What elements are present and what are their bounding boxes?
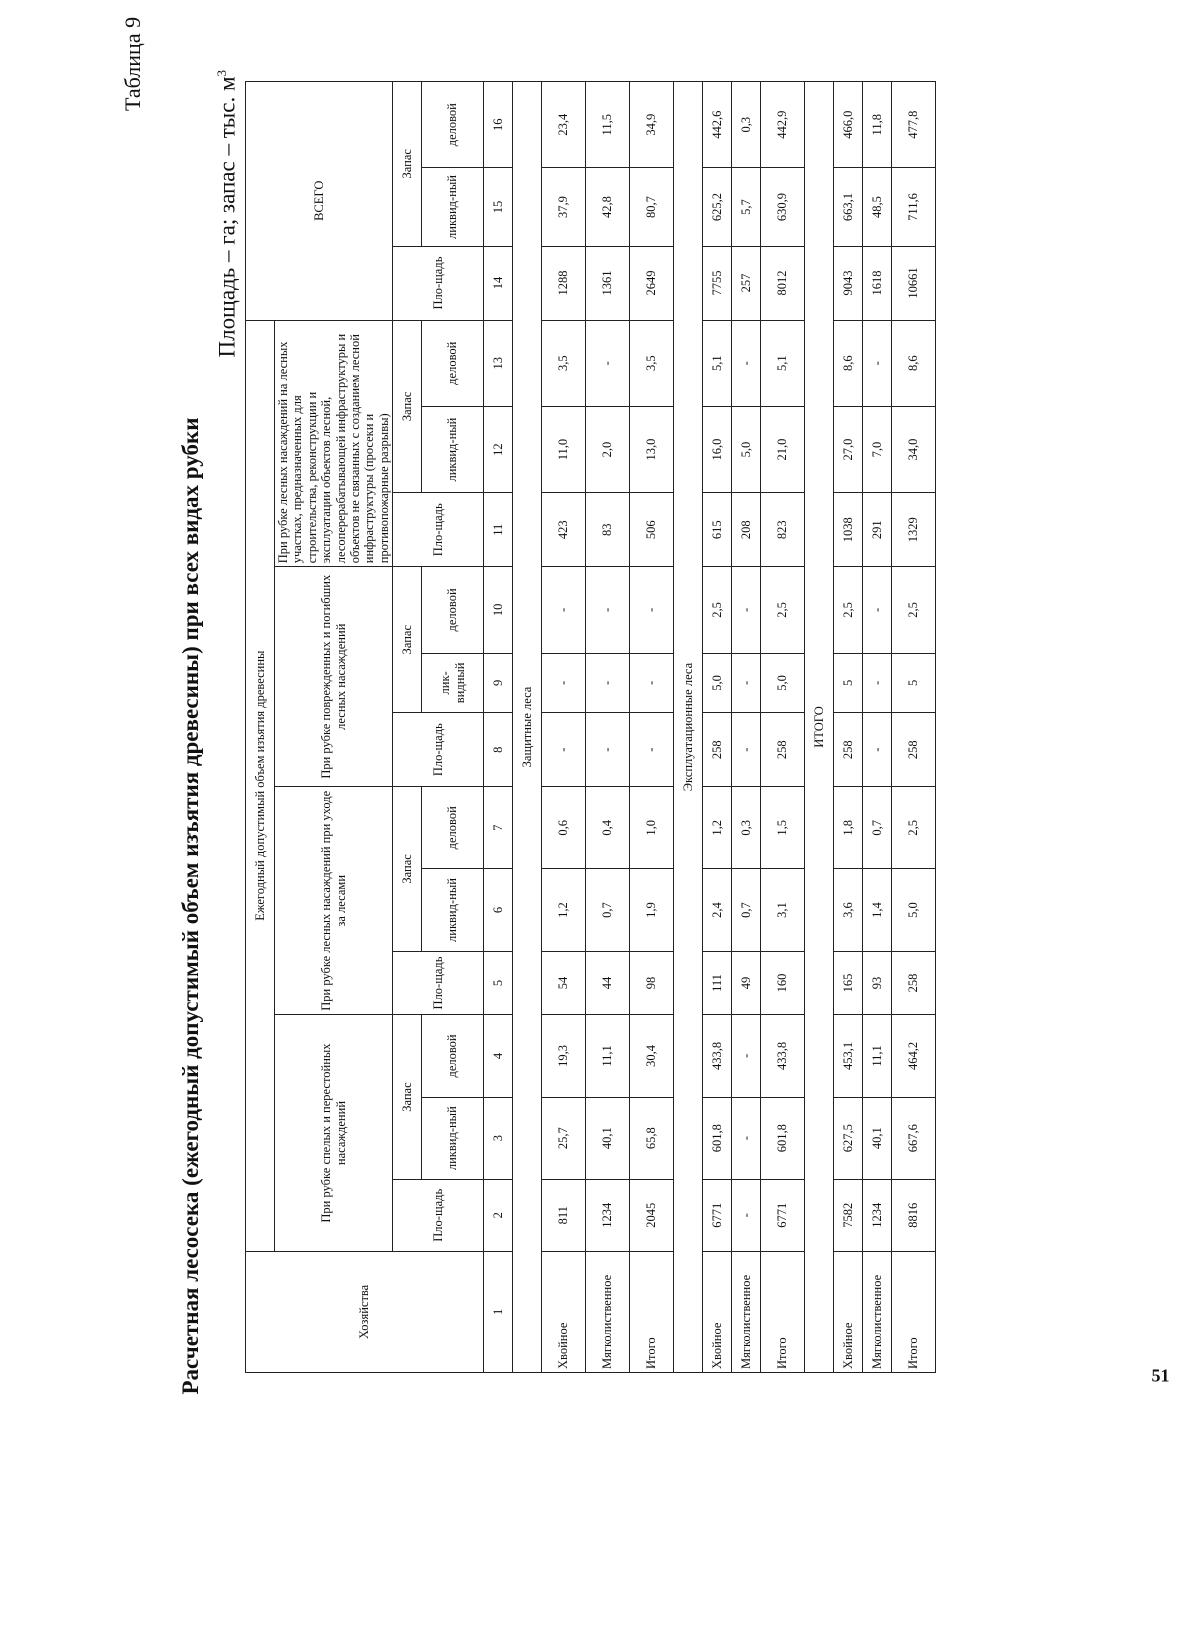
- header-business: деловой: [422, 787, 484, 869]
- table-cell: 0,3: [732, 787, 761, 869]
- table-cell: 1329: [892, 493, 936, 567]
- table-cell: 0,6: [542, 787, 586, 869]
- table-cell: 8816: [892, 1179, 936, 1251]
- header-liquid: ликвид-ный: [422, 406, 484, 492]
- table-cell: 3,5: [542, 320, 586, 406]
- table-cell: 49: [732, 951, 761, 1015]
- row-label: Мягколиственное: [863, 1251, 892, 1372]
- table-row: [630, 82, 674, 1373]
- column-number: 14: [484, 246, 513, 320]
- header-area: Пло-щадь: [393, 1179, 484, 1251]
- table-cell: 258: [703, 713, 732, 787]
- table-cell: 823: [761, 493, 805, 567]
- table-cell: 48,5: [863, 168, 892, 246]
- table-cell: 1,8: [834, 787, 863, 869]
- table-cell: 1288: [542, 246, 586, 320]
- table-cell: 160: [761, 951, 805, 1015]
- table-cell: 1,5: [761, 787, 805, 869]
- units-note: [214, 70, 241, 357]
- header-business: деловой: [422, 1015, 484, 1097]
- table-row: [761, 82, 805, 1373]
- table-cell: 2,5: [892, 567, 936, 653]
- header-stock: Запас: [393, 1015, 422, 1179]
- row-label: Хвойное: [703, 1251, 732, 1372]
- header-liquid: ликвид-ный: [422, 168, 484, 246]
- table-cell: 11,5: [586, 82, 630, 168]
- table-cell: 0,4: [586, 787, 630, 869]
- table-cell: -: [732, 653, 761, 713]
- table-cell: -: [863, 653, 892, 713]
- table-cell: 93: [863, 951, 892, 1015]
- table-cell: -: [630, 653, 674, 713]
- column-number: 1: [484, 1251, 513, 1372]
- table-cell: 10661: [892, 246, 936, 320]
- table-cell: 44: [586, 951, 630, 1015]
- table-cell: 433,8: [761, 1015, 805, 1097]
- header-liquid: лик-видный: [422, 653, 484, 713]
- table-cell: 601,8: [703, 1097, 732, 1179]
- row-label: Итого: [630, 1251, 674, 1372]
- header-total: ВСЕГО: [246, 82, 393, 321]
- table-cell: 291: [863, 493, 892, 567]
- table-cell: 258: [761, 713, 805, 787]
- table-cell: 257: [732, 246, 761, 320]
- table-cell: 11,8: [863, 82, 892, 168]
- table-cell: 80,7: [630, 168, 674, 246]
- table-cell: 464,2: [892, 1015, 936, 1097]
- table-cell: 2,0: [586, 406, 630, 492]
- column-number: 2: [484, 1179, 513, 1251]
- column-numbers-row: [484, 82, 513, 1373]
- section-title: Защитные леса: [513, 82, 542, 1373]
- header-farm: Хозяйства: [246, 1251, 484, 1372]
- table-header: [246, 82, 513, 1373]
- table-cell: 601,8: [761, 1097, 805, 1179]
- table-cell: 2045: [630, 1179, 674, 1251]
- table-cell: -: [732, 320, 761, 406]
- table-cell: 5,0: [703, 653, 732, 713]
- column-number: 13: [484, 320, 513, 406]
- table-cell: -: [630, 713, 674, 787]
- table-cell: 16,0: [703, 406, 732, 492]
- table-cell: -: [586, 713, 630, 787]
- table-cell: 442,9: [761, 82, 805, 168]
- table-number: Таблица 9: [120, 16, 145, 111]
- table-cell: 30,4: [630, 1015, 674, 1097]
- section-title: Эксплуатационные леса: [674, 82, 703, 1373]
- table-cell: 208: [732, 493, 761, 567]
- table-cell: -: [732, 1097, 761, 1179]
- column-number: 5: [484, 951, 513, 1015]
- table-cell: 23,4: [542, 82, 586, 168]
- table-cell: -: [863, 713, 892, 787]
- header-area: Пло-щадь: [393, 493, 484, 567]
- table-cell: 5,0: [732, 406, 761, 492]
- table-cell: -: [542, 713, 586, 787]
- table-body: [513, 82, 936, 1373]
- table-cell: 2,5: [761, 567, 805, 653]
- table-cell: 1,9: [630, 869, 674, 951]
- table-row: [586, 82, 630, 1373]
- table-cell: 2,5: [834, 567, 863, 653]
- table-cell: 5,1: [761, 320, 805, 406]
- table-cell: 5,7: [732, 168, 761, 246]
- table-cell: 1618: [863, 246, 892, 320]
- table-cell: -: [863, 320, 892, 406]
- table-cell: -: [630, 567, 674, 653]
- section-row: [513, 82, 542, 1373]
- table-cell: 2649: [630, 246, 674, 320]
- table-cell: 54: [542, 951, 586, 1015]
- column-number: 10: [484, 567, 513, 653]
- table-cell: 3,1: [761, 869, 805, 951]
- table-cell: -: [732, 1179, 761, 1251]
- table-cell: 0,3: [732, 82, 761, 168]
- column-number: 15: [484, 168, 513, 246]
- header-stock: Запас: [393, 82, 422, 247]
- table-cell: -: [586, 320, 630, 406]
- header-annual: Ежегодный допустимый объем изъятия древесины: [246, 320, 275, 1251]
- table-cell: 615: [703, 493, 732, 567]
- table-cell: 7582: [834, 1179, 863, 1251]
- header-business: деловой: [422, 320, 484, 406]
- column-number: 12: [484, 406, 513, 492]
- table-cell: 37,9: [542, 168, 586, 246]
- table-cell: -: [542, 653, 586, 713]
- table-cell: 40,1: [863, 1097, 892, 1179]
- table-cell: 3,6: [834, 869, 863, 951]
- table-cell: 6771: [703, 1179, 732, 1251]
- table-cell: 5,1: [703, 320, 732, 406]
- header-group-construction: При рубке лесных насаждений на лесных участках, предназначенных для строительства, реконструкции и эксплуатации объектов лесной, лесоперерабатывающей инфраструктуры и объектов не связанных с созданием лесной инфраструктуры (просеки и противопожарные разрывы): [275, 320, 393, 567]
- table-cell: 25,7: [542, 1097, 586, 1179]
- table-cell: 19,3: [542, 1015, 586, 1097]
- header-liquid: ликвид-ный: [422, 869, 484, 951]
- column-number: 3: [484, 1097, 513, 1179]
- table-row: [863, 82, 892, 1373]
- table-cell: 711,6: [892, 168, 936, 246]
- header-liquid: ликвид-ный: [422, 1097, 484, 1179]
- table-cell: 627,5: [834, 1097, 863, 1179]
- row-label: Хвойное: [542, 1251, 586, 1372]
- cutting-table: [245, 81, 936, 1373]
- table-cell: -: [863, 567, 892, 653]
- table-cell: 1361: [586, 246, 630, 320]
- table-cell: 1234: [586, 1179, 630, 1251]
- section-row: [805, 82, 834, 1373]
- section-title: ИТОГО: [805, 82, 834, 1373]
- table-cell: 6771: [761, 1179, 805, 1251]
- table-cell: 2,4: [703, 869, 732, 951]
- column-number: 6: [484, 869, 513, 951]
- table-row: [892, 82, 936, 1373]
- table-cell: 1,2: [542, 869, 586, 951]
- table-cell: 5: [834, 653, 863, 713]
- table-cell: 453,1: [834, 1015, 863, 1097]
- table-cell: -: [586, 653, 630, 713]
- table-cell: 165: [834, 951, 863, 1015]
- table-cell: 1038: [834, 493, 863, 567]
- header-area: Пло-щадь: [393, 951, 484, 1015]
- table-row: [542, 82, 586, 1373]
- header-area: Пло-щадь: [393, 713, 484, 787]
- table-cell: 7,0: [863, 406, 892, 492]
- table-cell: 42,8: [586, 168, 630, 246]
- table-cell: 258: [834, 713, 863, 787]
- table-cell: 11,1: [586, 1015, 630, 1097]
- table-cell: 506: [630, 493, 674, 567]
- table-cell: 630,9: [761, 168, 805, 246]
- column-number: 16: [484, 82, 513, 168]
- table-cell: 5: [892, 653, 936, 713]
- column-number: 7: [484, 787, 513, 869]
- header-stock: Запас: [393, 787, 422, 951]
- table-cell: 667,6: [892, 1097, 936, 1179]
- table-cell: 1,0: [630, 787, 674, 869]
- table-cell: 477,8: [892, 82, 936, 168]
- column-number: 11: [484, 493, 513, 567]
- table-cell: 8012: [761, 246, 805, 320]
- row-label: Итого: [892, 1251, 936, 1372]
- table-cell: -: [732, 713, 761, 787]
- row-label: Мягколиственное: [732, 1251, 761, 1372]
- row-label: Мягколиственное: [586, 1251, 630, 1372]
- page-title: Расчетная лесосека (ежегодный допустимый объем изъятия древесины) при всех видах рубки: [178, 417, 203, 1395]
- table-cell: 11,0: [542, 406, 586, 492]
- table-cell: -: [732, 567, 761, 653]
- header-stock: Запас: [393, 320, 422, 493]
- header-business: деловой: [422, 82, 484, 168]
- table-cell: 7755: [703, 246, 732, 320]
- table-cell: 98: [630, 951, 674, 1015]
- table-cell: 40,1: [586, 1097, 630, 1179]
- column-number: 8: [484, 713, 513, 787]
- header-group-mature: При рубке спелых и перестойных насаждений: [275, 1015, 393, 1251]
- header-group-care: При рубке лесных насаждений при уходе за лесами: [275, 787, 393, 1015]
- units-superscript: 3: [214, 70, 229, 77]
- table-cell: 2,5: [703, 567, 732, 653]
- header-business: деловой: [422, 567, 484, 653]
- table-cell: 5,0: [761, 653, 805, 713]
- table-cell: 9043: [834, 246, 863, 320]
- table-row: [703, 82, 732, 1373]
- table-cell: 663,1: [834, 168, 863, 246]
- table-cell: 5,0: [892, 869, 936, 951]
- table-cell: -: [586, 567, 630, 653]
- table-cell: 0,7: [586, 869, 630, 951]
- table-cell: 111: [703, 951, 732, 1015]
- table-row: [834, 82, 863, 1373]
- table-cell: 83: [586, 493, 630, 567]
- page-number: 51: [1151, 1365, 1170, 1386]
- table-cell: 0,7: [732, 869, 761, 951]
- table-cell: 3,5: [630, 320, 674, 406]
- table-cell: 625,2: [703, 168, 732, 246]
- header-group-damaged: При рубке поврежденных и погибших лесных насаждений: [275, 567, 393, 787]
- table-cell: 1234: [863, 1179, 892, 1251]
- table-cell: 258: [892, 951, 936, 1015]
- table-cell: 34,9: [630, 82, 674, 168]
- row-label: Хвойное: [834, 1251, 863, 1372]
- table-cell: 1,4: [863, 869, 892, 951]
- table-cell: 21,0: [761, 406, 805, 492]
- table-cell: 13,0: [630, 406, 674, 492]
- table-cell: 11,1: [863, 1015, 892, 1097]
- table-cell: 0,7: [863, 787, 892, 869]
- table-cell: 2,5: [892, 787, 936, 869]
- table-cell: 811: [542, 1179, 586, 1251]
- table-cell: 27,0: [834, 406, 863, 492]
- row-label: Итого: [761, 1251, 805, 1372]
- table-row: [732, 82, 761, 1373]
- table-cell: 65,8: [630, 1097, 674, 1179]
- table-cell: 442,6: [703, 82, 732, 168]
- table-cell: 1,2: [703, 787, 732, 869]
- table-cell: -: [542, 567, 586, 653]
- table-cell: -: [732, 1015, 761, 1097]
- table-cell: 433,8: [703, 1015, 732, 1097]
- table-cell: 8,6: [892, 320, 936, 406]
- section-row: [674, 82, 703, 1373]
- header-area: Пло-щадь: [393, 246, 484, 320]
- table-cell: 8,6: [834, 320, 863, 406]
- column-number: 9: [484, 653, 513, 713]
- units-text: Площадь – га; запас – тыс. м: [214, 76, 240, 358]
- table-cell: 34,0: [892, 406, 936, 492]
- header-stock: Запас: [393, 567, 422, 713]
- column-number: 4: [484, 1015, 513, 1097]
- table-cell: 258: [892, 713, 936, 787]
- table-cell: 466,0: [834, 82, 863, 168]
- table-cell: 423: [542, 493, 586, 567]
